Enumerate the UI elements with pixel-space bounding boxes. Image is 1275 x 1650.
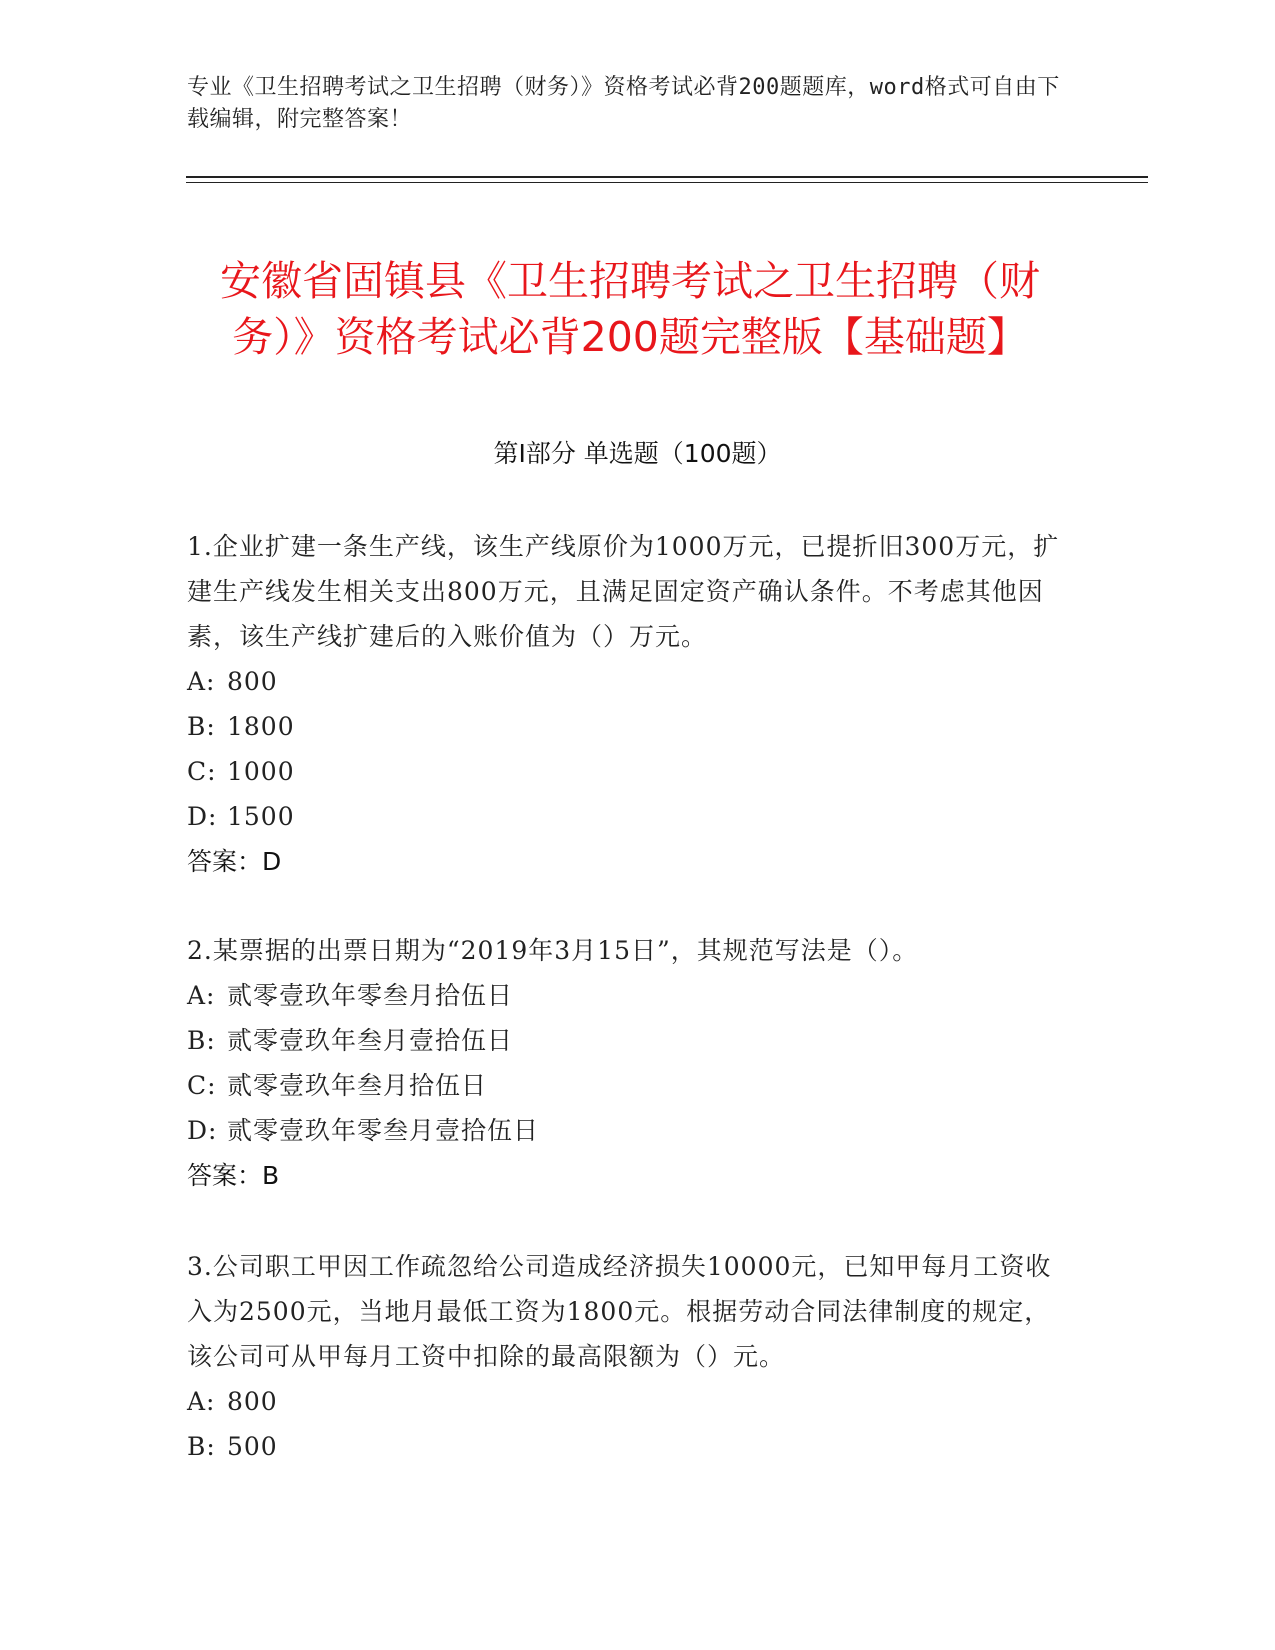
header-divider-thick xyxy=(186,176,1148,178)
option-text: 贰零壹玖年叁月壹拾伍日 xyxy=(227,1026,514,1055)
option-key: A: xyxy=(187,981,216,1010)
question-stem: 2.某票据的出票日期为“2019年3月15日”，其规范写法是（）。 xyxy=(187,936,919,965)
option-key: B: xyxy=(187,712,216,741)
question-stem: 3.公司职工甲因工作疏忽给公司造成经济损失10000元，已知甲每月工资收入为2500元，当地月最低工资为1800元。根据劳动合同法律制度的规定，该公司可从甲每月工资中扣除的最高限额为（）元。 xyxy=(187,1252,1052,1371)
option-text: 800 xyxy=(227,1387,278,1416)
option-a xyxy=(187,659,1067,704)
option-b xyxy=(187,1018,1067,1063)
option-text: 800 xyxy=(227,667,278,696)
option-key: D: xyxy=(187,802,218,831)
question-2 xyxy=(187,928,1067,1198)
answer: 答案：D xyxy=(187,847,282,876)
answer: 答案：B xyxy=(187,1161,280,1190)
option-b xyxy=(187,704,1067,749)
option-text: 1500 xyxy=(227,802,295,831)
option-text: 贰零壹玖年叁月拾伍日 xyxy=(227,1071,488,1100)
option-a xyxy=(187,973,1067,1018)
option-d xyxy=(187,1108,1067,1153)
option-key: A: xyxy=(187,667,216,696)
question-stem: 1.企业扩建一条生产线，该生产线原价为1000万元，已提折旧300万元，扩建生产线发生相关支出800万元，且满足固定资产确认条件。不考虑其他因素，该生产线扩建后的入账价值为（）万元。 xyxy=(187,532,1060,651)
option-text: 贰零壹玖年零叁月拾伍日 xyxy=(227,981,514,1010)
header-divider-thin xyxy=(186,182,1148,183)
option-c xyxy=(187,749,1067,794)
question-3 xyxy=(187,1244,1067,1469)
header-note: 专业《卫生招聘考试之卫生招聘（财务）》资格考试必背200题题库，word格式可自由下载编辑，附完整答案！ xyxy=(187,75,1060,132)
section-title: 第Ⅰ部分 单选题（100题） xyxy=(493,439,782,468)
option-text: 500 xyxy=(227,1432,278,1461)
question-1 xyxy=(187,524,1067,884)
document-title: 安徽省固镇县《卫生招聘考试之卫生招聘（财务）》资格考试必背200题完整版【基础题】 xyxy=(220,257,1040,362)
option-key: B: xyxy=(187,1026,216,1055)
option-key: D: xyxy=(187,1116,218,1145)
option-a xyxy=(187,1379,1067,1424)
option-key: B: xyxy=(187,1432,216,1461)
option-d xyxy=(187,794,1067,839)
option-c xyxy=(187,1063,1067,1108)
option-key: A: xyxy=(187,1387,216,1416)
option-key: C: xyxy=(187,1071,217,1100)
option-text: 贰零壹玖年零叁月壹拾伍日 xyxy=(227,1116,540,1145)
option-key: C: xyxy=(187,757,217,786)
option-text: 1000 xyxy=(227,757,295,786)
option-b xyxy=(187,1424,1067,1469)
option-text: 1800 xyxy=(227,712,295,741)
